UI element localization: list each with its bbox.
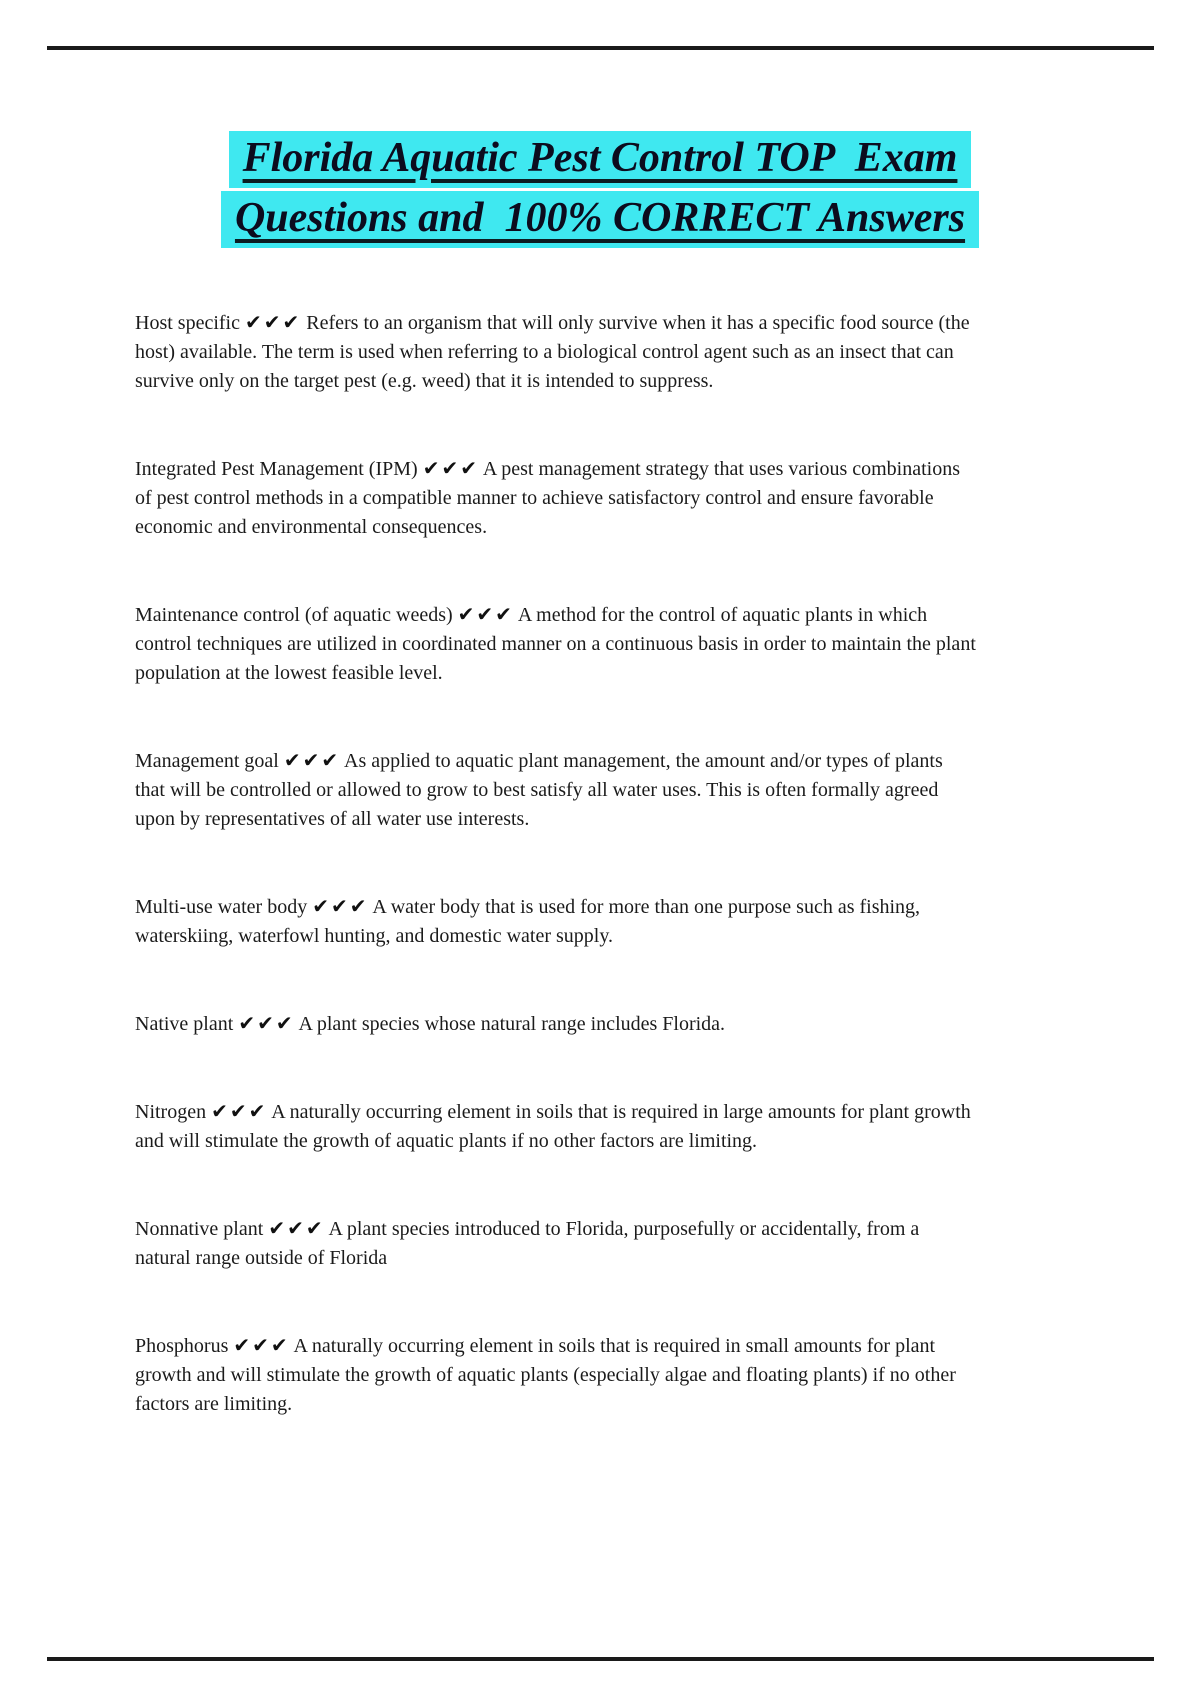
checkmarks: ✔✔✔ xyxy=(422,456,479,480)
qa-item xyxy=(135,308,977,396)
qa-item xyxy=(135,1331,977,1419)
qa-item xyxy=(135,1097,977,1156)
qa-list xyxy=(135,308,977,1419)
checkmarks: ✔✔✔ xyxy=(268,1216,325,1240)
qa-definition: A plant species whose natural range includes Florida. xyxy=(298,1013,726,1035)
qa-definition: Refers to an organism that will only survive when it has a specific food source (the host) available. The term is used when referring to a biological control agent such as an insect that can survive only on the target pest (e.g. weed) that it is intended to suppress. xyxy=(135,312,970,392)
qa-term: Maintenance control (of aquatic weeds) xyxy=(135,604,453,626)
qa-term: Integrated Pest Management (IPM) xyxy=(135,458,418,480)
qa-term: Management goal xyxy=(135,750,279,772)
qa-definition: A pest management strategy that uses various combinations of pest control methods in a compatible manner to achieve satisfactory control and ensure favorable economic and environmental consequences. xyxy=(135,458,961,538)
bottom-rule xyxy=(47,1657,1154,1661)
checkmarks: ✔✔✔ xyxy=(312,894,369,918)
qa-item xyxy=(135,1009,977,1039)
qa-item xyxy=(135,600,977,688)
qa-definition: A naturally occurring element in soils that is required in small amounts for plant growth and will stimulate the growth of aquatic plants (especially algae and floating plants) if no other factors are limiting. xyxy=(135,1335,956,1415)
qa-term: Nonnative plant xyxy=(135,1218,264,1240)
checkmarks: ✔✔✔ xyxy=(211,1099,268,1123)
qa-term: Phosphorus xyxy=(135,1335,229,1357)
qa-item xyxy=(135,454,977,542)
qa-term: Multi-use water body xyxy=(135,896,308,918)
qa-item xyxy=(135,1214,977,1273)
checkmarks: ✔✔✔ xyxy=(457,602,514,626)
title-row-1 xyxy=(0,131,1200,188)
title-row-2 xyxy=(0,191,1200,248)
checkmarks: ✔✔✔ xyxy=(283,748,341,772)
qa-definition: As applied to aquatic plant management, the amount and/or types of plants that will be controlled or allowed to grow to best satisfy all water uses. This is often formally agreed upon by representatives of all water use interests. xyxy=(135,750,943,830)
checkmarks: ✔✔✔ xyxy=(238,1011,295,1035)
qa-definition: A plant species introduced to Florida, purposefully or accidentally, from a natural range outside of Florida xyxy=(135,1218,920,1269)
title-line-1: Florida Aquatic Pest Control TOP Exam xyxy=(229,131,972,188)
top-rule xyxy=(47,46,1154,50)
title-line-2: Questions and 100% CORRECT Answers xyxy=(221,191,979,248)
qa-term: Host specific xyxy=(135,312,240,334)
qa-item xyxy=(135,746,977,834)
document-title xyxy=(0,0,1200,248)
qa-definition: A method for the control of aquatic plants in which control techniques are utilized in coordinated manner on a continuous basis in order to maintain the plant population at the lowest feasible level. xyxy=(135,604,976,684)
qa-term: Nitrogen xyxy=(135,1101,207,1123)
qa-item xyxy=(135,892,977,951)
checkmarks: ✔✔✔ xyxy=(233,1333,290,1357)
qa-term: Native plant xyxy=(135,1013,234,1035)
qa-definition: A naturally occurring element in soils that is required in large amounts for plant growth and will stimulate the growth of aquatic plants if no other factors are limiting. xyxy=(135,1101,971,1152)
qa-definition: A water body that is used for more than one purpose such as fishing, waterskiing, waterfowl hunting, and domestic water supply. xyxy=(135,896,921,947)
checkmarks: ✔✔✔ xyxy=(244,310,302,334)
